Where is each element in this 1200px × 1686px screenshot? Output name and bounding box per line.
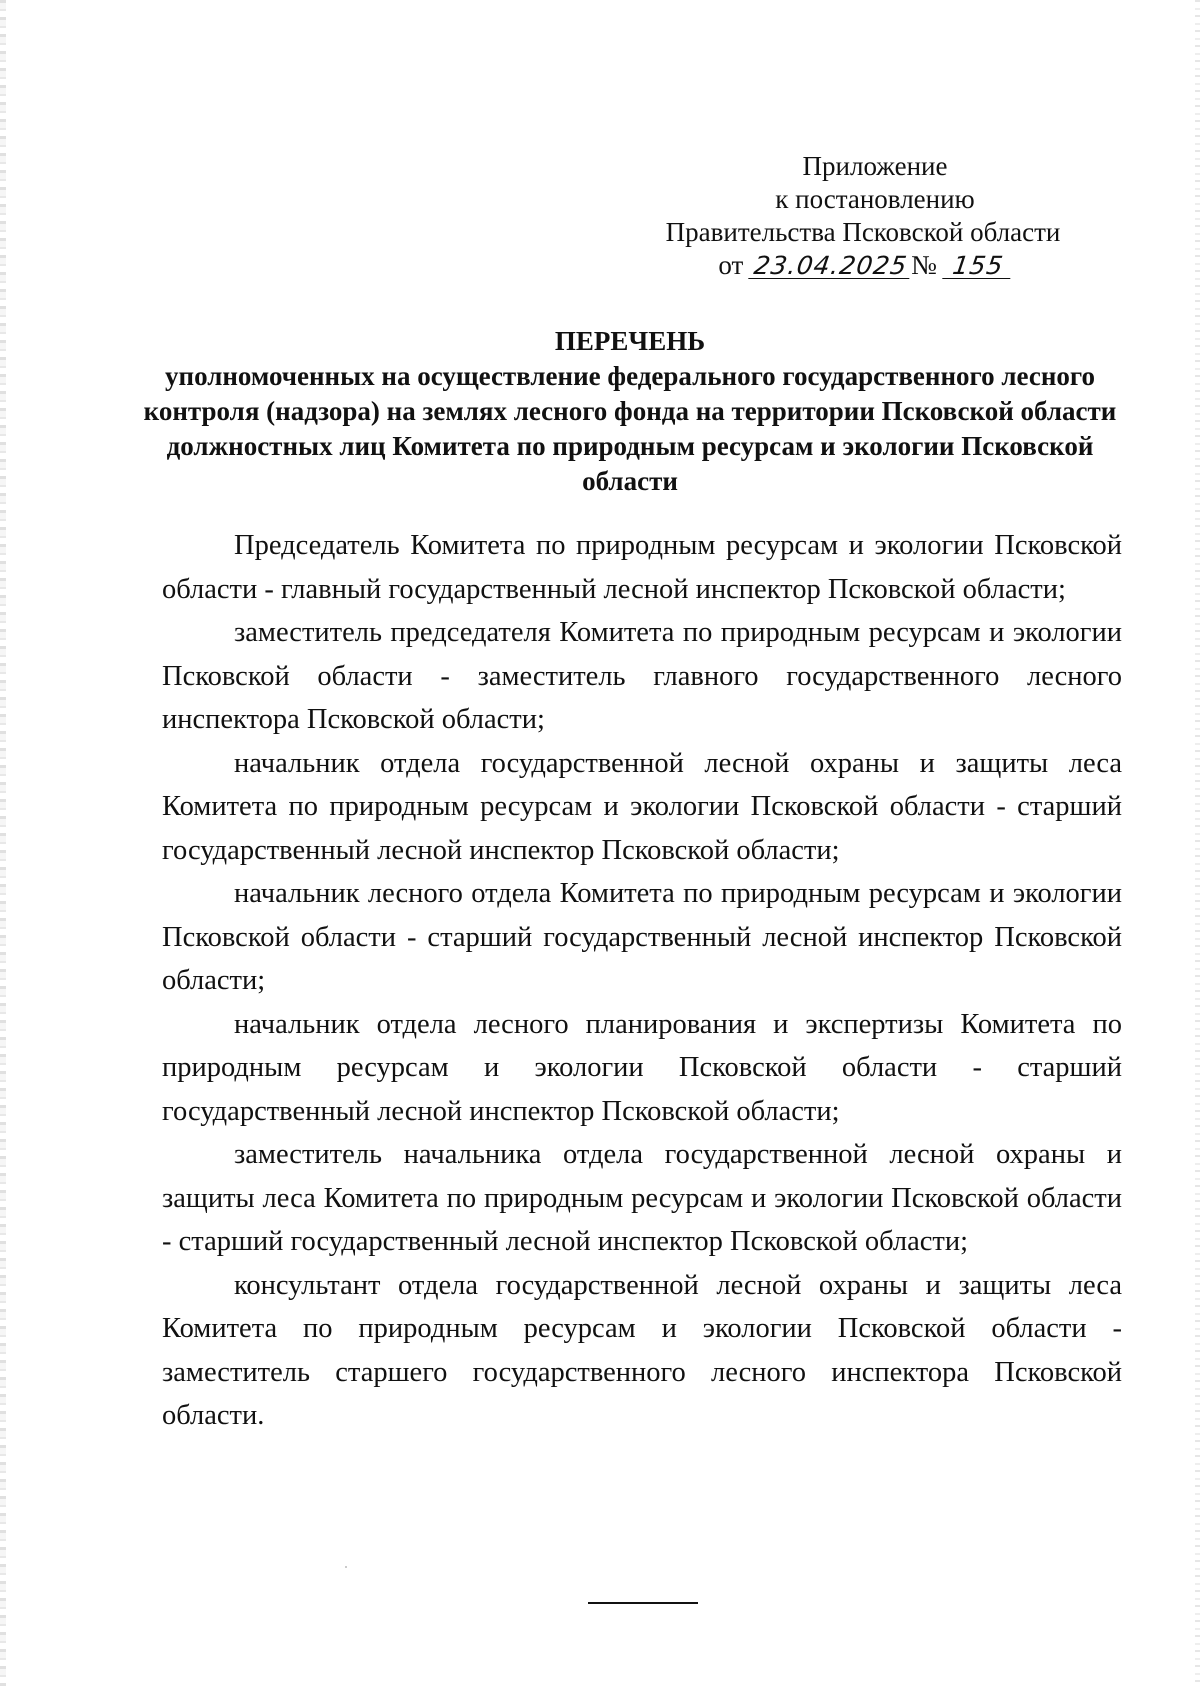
scan-edge-right — [1195, 0, 1200, 1686]
appendix-label: Приложение — [802, 151, 948, 181]
scan-speck — [345, 1566, 347, 1568]
list-item: заместитель начальника отдела государственной лесной охраны и защиты леса Комитета по природным ресурсам и экологии Псковской области - старший государственный лесной инспектор Псковской области; — [162, 1139, 1122, 1257]
end-rule-divider — [588, 1602, 698, 1604]
appendix-date-line — [630, 249, 1100, 282]
appendix-resolution-ref: к постановлению — [775, 184, 975, 214]
list-item: Председатель Комитета по природным ресурсам и экологии Псковской области - главный государственный лесной инспектор Псковской области; — [162, 530, 1122, 605]
list-item: начальник отдела лесного планирования и экспертизы Комитета по природным ресурсам и экологии Псковской области - старший государственный лесной инспектор Псковской области; — [162, 1008, 1122, 1127]
list-item: заместитель председателя Комитета по природным ресурсам и экологии Псковской области - заместитель главного государственного лесного инспектора Псковской области; — [162, 617, 1122, 735]
handwritten-number: 155 — [942, 254, 1014, 279]
list-item: консультант отдела государственной лесной охраны и защиты леса Комитета по природным ресурсам и экологии Псковской области - заместитель старшего государственного лесного инспектора Псковской области. — [162, 1269, 1122, 1431]
scan-edge-left — [0, 0, 6, 1686]
appendix-header — [640, 150, 1110, 282]
list-item: начальник отдела государственной лесной охраны и защиты леса Комитета по природным ресурсам и экологии Псковской области - старший государственный лесной инспектор Псковской области; — [162, 747, 1122, 866]
title-subheading: уполномоченных на осуществление федерального государственного лесного контроля (надзора) на землях лесного фонда на территории Псковской области должностных лиц Комитета по природным ресурсам и экологии Псковской области — [143, 361, 1117, 496]
date-prefix: от — [718, 250, 744, 280]
handwritten-date: 23.04.2025 — [748, 254, 913, 279]
list-item: начальник лесного отдела Комитета по природным ресурсам и экологии Псковской области - старший государственный лесной инспектор Псковской области; — [162, 878, 1122, 996]
document-title — [140, 324, 1120, 499]
number-sign: № — [911, 250, 937, 280]
officials-list — [162, 524, 1122, 1438]
appendix-authority: Правительства Псковской области — [665, 217, 1061, 247]
title-heading: ПЕРЕЧЕНЬ — [554, 326, 706, 356]
